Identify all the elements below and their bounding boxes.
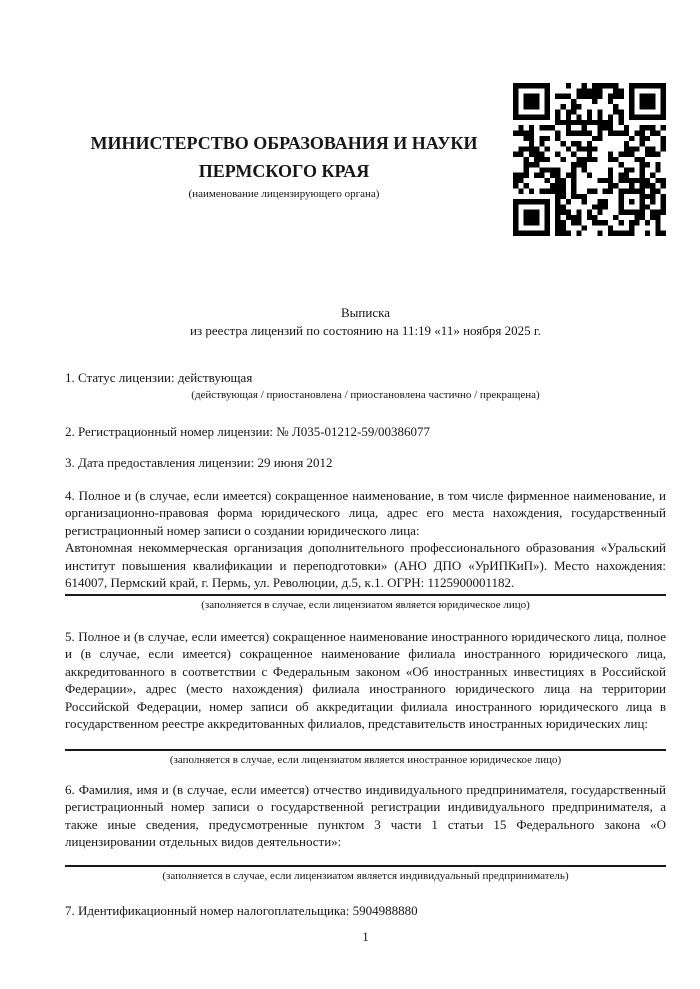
registration-number-text: 2. Регистрационный номер лицензии: № Л035-01212-59/00386077 <box>65 423 431 439</box>
document-title-line2: из реестра лицензий по состоянию на 11:19 «11» ноября 2025 г. <box>190 322 541 338</box>
document-title <box>65 304 666 339</box>
section-grant-date <box>65 454 666 472</box>
ministry-name <box>65 129 503 185</box>
section-foreign-entity <box>65 628 666 768</box>
individual-entrepreneur-caption: (заполняется в случае, если лицензиатом является индивидуальный предприниматель) <box>162 869 569 882</box>
license-status-text: 1. Статус лицензии: действующая <box>65 370 253 385</box>
individual-entrepreneur-description: 6. Фамилия, имя и (в случае, если имеется) отчество индивидуального предпринимателя, государственный регистрационный номер записи о государственной регистрации индивидуального предпринимателя, а также иные сведения, предусмотренные пунктом 3 части 1 статьи 15 Федерального закона «О лицензировании отдельных видов деятельности»: <box>65 781 666 849</box>
section-legal-entity <box>65 487 666 613</box>
legal-entity-caption: (заполняется в случае, если лицензиатом является юридическое лицо) <box>201 598 530 611</box>
licensing-authority-block <box>65 83 503 201</box>
foreign-entity-caption: (заполняется в случае, если лицензиатом является иностранное юридическое лицо) <box>169 753 562 766</box>
section-license-status <box>65 369 666 403</box>
document-title-line1: Выписка <box>341 305 390 320</box>
licensing-authority-caption: (наименование лицензирующего органа) <box>188 188 380 200</box>
fill-line <box>65 865 666 867</box>
fill-line <box>65 749 666 751</box>
foreign-entity-description: 5. Полное и (в случае, если имеется) сокращенное наименование иностранного юридического лица, полное и (в случае, если имеется) сокращенное наименование филиала иностранного юридического лица, аккредитованного в соответствии с Федеральным законом «Об иностранных инвестициях в Российской Федерации», адрес (место нахождения) филиала иностранного юридического лица на территории Российской Федерации, номер записи об аккредитации филиала иностранного юридического лица в государственном реестре аккредитованных филиалов, представительств иностранных юридических лиц: <box>65 628 666 731</box>
legal-entity-description: 4. Полное и (в случае, если имеется) сокращенное наименование, в том числе фирменное наименование, и организационно-правовая форма юридического лица, адрес его места нахождения, государственный регистрационный номер записи о создании юридического лица: <box>65 487 666 538</box>
license-status-caption: (действующая / приостановлена / приостановлена частично / прекращена) <box>191 388 540 401</box>
qr-code-icon <box>513 83 666 236</box>
fill-line <box>65 594 666 596</box>
page-number: 1 <box>362 929 369 944</box>
document-header <box>65 83 666 236</box>
section-taxpayer-number <box>65 902 666 920</box>
section-individual-entrepreneur <box>65 781 666 884</box>
section-registration-number <box>65 423 666 441</box>
ministry-name-line2: ПЕРМСКОГО КРАЯ <box>198 161 370 181</box>
ministry-name-line1: МИНИСТЕРСТВО ОБРАЗОВАНИЯ И НАУКИ <box>90 133 478 153</box>
legal-entity-value: Автономная некоммерческая организация дополнительного профессионального образования «Уральский институт повышения квалификации и переподготовки» (АНО ДПО «УрИПКиП»). Место нахождения: 614007, Пермский край, г. Пермь, ул. Революции, д.5, к.1. ОГРН: 1125900001182. <box>65 540 666 590</box>
grant-date-text: 3. Дата предоставления лицензии: 29 июня 2012 <box>65 455 333 470</box>
taxpayer-number-text: 7. Идентификационный номер налогоплательщика: 5904988880 <box>65 902 418 918</box>
